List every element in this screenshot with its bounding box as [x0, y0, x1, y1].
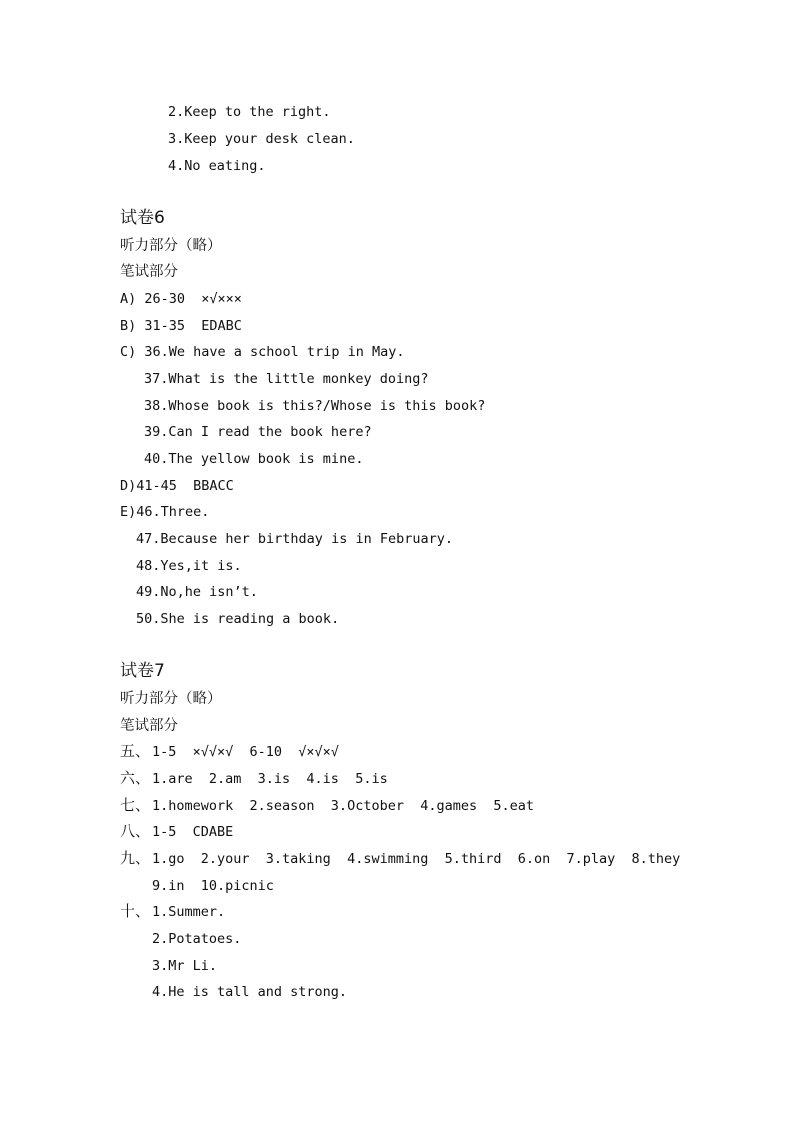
list-item: 4.No eating.: [168, 158, 266, 174]
answer-line: D)41-45 BBACC: [120, 478, 234, 494]
section-title-paper6: 试卷6: [120, 208, 165, 228]
answer-line: C) 36.We have a school trip in May.: [120, 344, 405, 360]
list-item: 3.Keep your desk clean.: [168, 131, 355, 147]
answer-line: 48.Yes,it is.: [136, 558, 242, 574]
answer-line: 1-5 ×√√×√ 6-10 √×√×√: [152, 744, 339, 760]
answer-line: A) 26-30 ×√×××: [120, 291, 242, 307]
answer-line: 1-5 CDABE: [152, 824, 234, 840]
answer-line: 49.No,he isn’t.: [136, 584, 258, 600]
answer-line: 37.What is the little monkey doing?: [144, 371, 429, 387]
written-heading: 笔试部分: [120, 718, 178, 734]
section-title-paper7: 试卷7: [120, 661, 165, 681]
answer-line: 2.Potatoes.: [152, 931, 242, 947]
answer-line: 1.go 2.your 3.taking 4.swimming 5.third 6.on 7.play 8.they: [152, 851, 681, 867]
answer-line: 3.Mr Li.: [152, 958, 218, 974]
answer-line: 1.are 2.am 3.is 4.is 5.is: [152, 771, 388, 787]
section-number: 五、: [120, 742, 151, 760]
section-number: 九、: [120, 849, 151, 867]
written-heading: 笔试部分: [120, 264, 178, 280]
listening-heading: 听力部分（略）: [120, 691, 222, 707]
answer-line: B) 31-35 EDABC: [120, 318, 242, 334]
list-item: 2.Keep to the right.: [168, 104, 331, 120]
answer-line: 9.in 10.picnic: [152, 878, 274, 894]
section-number: 六、: [120, 769, 151, 787]
answer-line: 40.The yellow book is mine.: [144, 451, 364, 467]
answer-line: 4.He is tall and strong.: [152, 984, 348, 1000]
section-number: 十、: [120, 902, 151, 920]
answer-line: 50.She is reading a book.: [136, 611, 340, 627]
listening-heading: 听力部分（略）: [120, 238, 222, 254]
answer-line: 1.homework 2.season 3.October 4.games 5.eat: [152, 798, 535, 814]
answer-line: 1.Summer.: [152, 904, 226, 920]
section-number: 七、: [120, 796, 151, 814]
section-number: 八、: [120, 822, 151, 840]
answer-line: E)46.Three.: [120, 504, 210, 520]
answer-line: 38.Whose book is this?/Whose is this book?: [144, 398, 486, 414]
answer-line: 39.Can I read the book here?: [144, 424, 372, 440]
answer-line: 47.Because her birthday is in February.: [136, 531, 453, 547]
